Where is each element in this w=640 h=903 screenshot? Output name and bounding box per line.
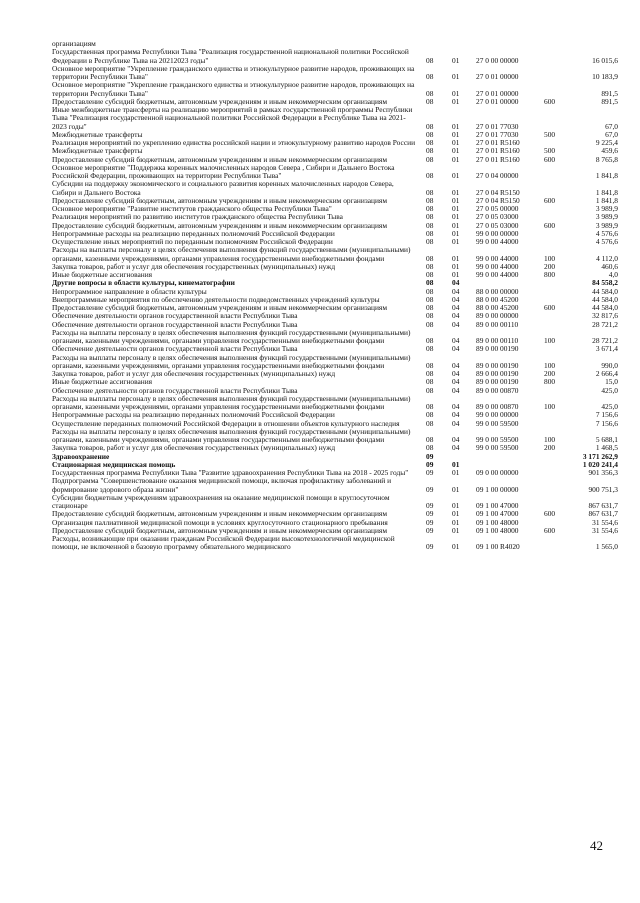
row-section-code: 08: [426, 278, 434, 288]
row-section-code: 08: [426, 253, 434, 263]
row-subsection-code: 01: [452, 138, 460, 147]
row-expense-type: 200: [544, 261, 556, 271]
row-name: Межбюджетные трансферты: [52, 129, 143, 139]
row-section-code: 08: [426, 204, 434, 213]
row-amount: 44 584,0: [592, 294, 618, 304]
row-section-code: 08: [426, 377, 434, 387]
row-expense-type: [544, 230, 574, 238]
row-expense-type: 200: [544, 369, 556, 378]
row-target-article: 27 0 01 00000: [476, 96, 519, 106]
row-target-article: 99 0 00 00000: [476, 228, 519, 238]
row-target-article: 89 0 00 00190: [476, 344, 519, 354]
row-section-code: 08: [426, 410, 434, 420]
table-row: [52, 246, 618, 263]
table-row: [52, 395, 618, 412]
row-section-code: 08: [426, 72, 434, 81]
row-target-article: 99 0 00 44000: [476, 270, 519, 279]
row-name: Основное мероприятие "Поддержка коренных малочисленных народов Севера , Сибири и Дальнего Востока Российской Федерации, проживающих на территории Республики Тыва": [52, 162, 395, 180]
row-subsection-code: 04: [452, 410, 460, 420]
row-section-code: 08: [426, 88, 434, 98]
row-subsection-code: 01: [452, 270, 460, 279]
row-expense-type: [544, 411, 574, 419]
row-subsection-code: 01: [452, 204, 460, 213]
row-name: Реализация мероприятий по развитию институтов гражданского общества Республики Тыва: [52, 212, 343, 222]
row-expense-type: [544, 461, 574, 469]
row-target-article: 27 0 01 77030: [476, 129, 519, 139]
row-subsection-code: 01: [452, 129, 460, 139]
row-subsection-code: 01: [452, 501, 460, 510]
row-amount: 44 584,0: [592, 286, 618, 296]
row-name: Субсидии бюджетным учреждениям здравоохранения на оказание медицинской помощи в круглосуточном стационаре: [52, 492, 390, 510]
row-section-code: 08: [426, 195, 434, 205]
row-subsection-code: 01: [452, 212, 460, 222]
row-section-code: 08: [426, 129, 434, 139]
row-section-code: [426, 40, 452, 48]
row-target-article: 27 0 01 00000: [476, 88, 519, 98]
row-target-article: 27 0 01 77030: [476, 121, 519, 131]
row-subsection-code: 01: [452, 88, 460, 98]
row-name: Предоставление субсидий бюджетным, автономным учреждениям и иным некоммерческим организациям: [52, 525, 388, 535]
row-section-code: 08: [426, 336, 434, 345]
row-section-code: 08: [426, 443, 434, 453]
row-expense-type: 800: [544, 377, 556, 387]
row-subsection-code: 04: [452, 278, 460, 288]
row-expense-type: [544, 180, 574, 197]
row-expense-type: [544, 387, 574, 395]
row-target-article: 89 0 00 00000: [476, 311, 519, 321]
row-name: Предоставление субсидий бюджетным, автономным учреждениям и иным некоммерческим организациям: [52, 509, 388, 519]
row-section-code: 08: [426, 344, 434, 354]
row-section-code: 08: [426, 220, 434, 230]
row-amount: 4 576,6: [595, 228, 618, 238]
row-target-article: 89 0 00 00190: [476, 377, 519, 387]
row-name: Обеспечение деятельности органов государственной власти Республики Тыва: [52, 319, 298, 329]
row-subsection-code: 04: [452, 336, 460, 345]
row-amount: 84 558,2: [592, 278, 618, 288]
row-name: Предоставление субсидий бюджетным, автономным учреждениям и иным некоммерческим организациям: [52, 303, 388, 312]
row-subsection-code: 01: [452, 146, 460, 156]
row-name: Непрограммные расходы на реализацию переданных полномочий Российской Федерации: [52, 228, 335, 238]
row-section-code: 08: [426, 146, 434, 156]
row-target-article: 09 0 00 00000: [476, 468, 519, 477]
row-amount: 8 765,8: [595, 154, 618, 164]
row-section-code: 09: [426, 451, 434, 461]
table-row: [52, 65, 618, 82]
row-name: Закупка товаров, работ и услуг для обеспечения государственных (муниципальных) нужд: [52, 369, 336, 378]
row-section-code: 08: [426, 418, 434, 428]
row-section-code: 09: [426, 501, 434, 510]
row-name: Закупка товаров, работ и услуг для обеспечения государственных (муниципальных) нужд: [52, 443, 336, 453]
row-subsection-code: 01: [452, 237, 460, 246]
row-expense-type: 600: [544, 509, 556, 519]
row-section-code: 09: [426, 509, 434, 519]
row-amount: 4 112,0: [596, 253, 618, 263]
row-expense-type: 800: [544, 270, 556, 279]
row-expense-type: [544, 279, 574, 287]
row-expense-type: 500: [544, 146, 556, 156]
row-name: Основное мероприятие "Укрепление гражданского единства и этнокультурное развитие народов, проживающих на территории Республики Тыва": [52, 63, 415, 81]
row-subsection-code: 01: [452, 509, 460, 519]
table-row: [52, 48, 618, 65]
row-subsection-code: 01: [452, 253, 460, 263]
row-section-code: 08: [426, 261, 434, 271]
table-row: [52, 106, 618, 131]
row-subsection-code: 01: [452, 228, 460, 238]
row-target-article: 99 0 00 44000: [476, 253, 519, 263]
row-section-code: 08: [426, 369, 434, 378]
row-amount: 425,0: [601, 402, 618, 411]
row-section-code: 08: [426, 435, 434, 444]
row-subsection-code: 04: [452, 344, 460, 354]
row-expense-type: [544, 81, 574, 98]
table-row: [52, 428, 618, 445]
row-subsection-code: 04: [452, 385, 460, 395]
row-section-code: 08: [426, 311, 434, 321]
row-amount: 1 841,8: [595, 171, 618, 180]
row-expense-type: 100: [544, 435, 556, 444]
row-name: Непрограммное направление в области культуры: [52, 286, 207, 296]
row-section-code: 08: [426, 121, 434, 131]
row-amount: 32 817,6: [592, 311, 618, 321]
row-target-article: 27 0 04 R5150: [476, 195, 520, 205]
row-target-article: 09 1 00 00000: [476, 484, 519, 494]
row-amount: 7 156,6: [595, 410, 618, 420]
row-target-article: [476, 40, 544, 48]
row-name: Предоставление субсидий бюджетным, автономным учреждениям и иным некоммерческим организациям: [52, 220, 388, 230]
row-expense-type: [544, 345, 574, 353]
row-target-article: 27 0 05 00000: [476, 204, 519, 213]
row-target-article: 09 1 00 R4020: [476, 542, 520, 552]
row-name: Осуществление иных мероприятий по переданным полномочиям Российской Федерации: [52, 237, 333, 246]
row-amount: 44 584,0: [592, 303, 618, 312]
row-target-article: 99 0 00 00000: [476, 410, 519, 420]
row-subsection-code: 01: [452, 187, 460, 197]
row-section-code: 08: [426, 154, 434, 164]
row-expense-type: [544, 238, 574, 246]
row-expense-type: 600: [544, 195, 556, 205]
row-amount: 10 183,9: [592, 72, 618, 81]
row-subsection-code: 01: [452, 72, 460, 81]
row-expense-type: [544, 48, 574, 65]
row-target-article: 88 0 00 00000: [476, 286, 519, 296]
row-subsection-code: 01: [452, 171, 460, 180]
row-target-article: 09 1 00 48000: [476, 517, 519, 527]
row-target-article: 27 0 01 R5160: [476, 138, 520, 147]
row-amount: 460,6: [601, 261, 618, 271]
row-amount: 28 721,2: [592, 336, 618, 345]
row-subsection-code: 04: [452, 443, 460, 453]
row-expense-type: [544, 494, 574, 511]
row-subsection-code: 04: [452, 286, 460, 296]
row-name: Государственная программа Республики Тыва "Реализация государственной национальной политики Российской Федерации в Республике Тыва на 20212023 годы": [52, 47, 409, 65]
row-name: Расходы на выплаты персоналу в целях обеспечения выполнения функций государственными (муниципальными) органами, казенными учреждениями, органами управления государственными внебюджетными фондами: [52, 327, 411, 345]
row-subsection-code: 01: [452, 96, 460, 106]
row-amount: 7 156,6: [595, 418, 618, 428]
table-row: [52, 494, 618, 511]
row-subsection-code: 01: [452, 459, 460, 469]
row-target-article: 27 0 00 00000: [476, 55, 519, 65]
row-target-article: 88 0 00 45200: [476, 303, 519, 312]
row-expense-type: [544, 321, 574, 329]
table-row: [52, 354, 618, 371]
row-expense-type: [544, 65, 574, 82]
row-expense-type: [544, 535, 574, 552]
row-subsection-code: 04: [452, 360, 460, 370]
row-target-article: [476, 453, 544, 461]
row-name: Расходы на выплаты персоналу в целях обеспечения выполнения функций государственными (муниципальными) органами, казенными учреждениями, органами управления государственными внебюджетными фондами: [52, 393, 411, 411]
row-subsection-code: 01: [452, 220, 460, 230]
row-amount: 31 554,6: [592, 517, 618, 527]
row-expense-type: [544, 40, 574, 48]
budget-table: [52, 40, 618, 552]
row-subsection-code: 01: [452, 261, 460, 271]
row-subsection-code: 04: [452, 303, 460, 312]
row-subsection-code: 04: [452, 369, 460, 378]
row-name: Расходы на выплаты персоналу в целях обеспечения выполнения функций государственными (муниципальными) органами, казенными учреждениями, органами управления государственными внебюджетными фондами: [52, 426, 411, 444]
row-amount: 3 671,4: [595, 344, 618, 354]
row-name: Реализация мероприятий по укреплению единства российской нации и этнокультурному развитию народов России: [52, 138, 416, 147]
row-name: Другие вопросы в области культуры, кинематографии: [52, 278, 235, 288]
row-amount: 3 171 262,9: [582, 451, 618, 461]
row-target-article: 99 0 00 44000: [476, 237, 519, 246]
row-name: Расходы на выплаты персоналу в целях обеспечения выполнения функций государственными (муниципальными) органами, казенными учреждениями, органами управления государственными внебюджетными фондами: [52, 245, 411, 263]
row-expense-type: 100: [544, 402, 556, 411]
row-expense-type: 600: [544, 303, 556, 312]
row-expense-type: 600: [544, 525, 556, 535]
row-name: Организация паллиативной медицинской помощи в условиях круглосуточного стационарного пребывания: [52, 517, 388, 527]
row-name: Основное мероприятие "Развитие институтов гражданского общества Республики Тыва": [52, 204, 332, 213]
row-expense-type: [544, 469, 574, 477]
row-section-code: 08: [426, 294, 434, 304]
row-target-article: 89 0 00 00870: [476, 385, 519, 395]
table-row: [52, 164, 618, 181]
row-expense-type: [544, 205, 574, 213]
row-expense-type: [544, 420, 574, 428]
row-section-code: 08: [426, 138, 434, 147]
row-amount: 1 468,5: [595, 443, 618, 453]
row-subsection-code: 01: [452, 525, 460, 535]
row-target-article: 09 1 00 47000: [476, 509, 519, 519]
row-section-code: 08: [426, 270, 434, 279]
row-amount: 891,5: [601, 88, 618, 98]
row-name: Подпрограмма "Совершенствование оказания медицинской помощи, включая профилактику заболеваний и формирование здорового образа жизни": [52, 476, 392, 494]
row-name: Внепрограммные мероприятия по обеспечению деятельности подведомственных учреждений культуры: [52, 294, 380, 304]
row-section-code: 08: [426, 212, 434, 222]
row-amount: 4 576,6: [595, 237, 618, 246]
row-section-code: 08: [426, 55, 434, 65]
row-name: Межбюджетные трансферты: [52, 146, 143, 156]
row-section-code: 08: [426, 96, 434, 106]
row-name: Расходы на выплаты персоналу в целях обеспечения выполнения функций государственными (муниципальными) органами, казенными учреждениями, органами управления государственными внебюджетными фондами: [52, 352, 411, 370]
row-amount: 4,0: [608, 270, 618, 279]
row-target-article: 27 0 01 R5160: [476, 154, 520, 164]
row-section-code: 09: [426, 459, 434, 469]
row-target-article: 89 0 00 00190: [476, 360, 519, 370]
row-subsection-code: 01: [452, 195, 460, 205]
row-target-article: 89 0 00 00110: [476, 319, 519, 329]
row-name: Основное мероприятие "Укрепление гражданского единства и этнокультурное развитие народов, проживающих на территории Республики Тыва": [52, 80, 415, 98]
row-target-article: 89 0 00 00190: [476, 369, 519, 378]
row-section-code: 09: [426, 525, 434, 535]
row-section-code: 08: [426, 228, 434, 238]
row-section-code: 08: [426, 385, 434, 395]
row-subsection-code: 01: [452, 517, 460, 527]
row-amount: 867 631,7: [588, 509, 618, 519]
row-amount: 16 015,6: [592, 55, 618, 65]
row-section-code: 08: [426, 360, 434, 370]
row-target-article: 27 0 01 R5160: [476, 146, 520, 156]
row-section-code: 08: [426, 171, 434, 180]
row-subsection-code: 04: [452, 319, 460, 329]
row-name: Расходы, возникающие при оказании гражданам Российской Федерации высокотехнологичной медицинской помощи, не включенной в базовую программу обязательного медицинского: [52, 534, 395, 552]
row-amount: 67,0: [605, 129, 618, 139]
row-name: Предоставление субсидий бюджетным, автономным учреждениям и иным некоммерческим организациям: [52, 96, 388, 106]
row-subsection-code: 04: [452, 294, 460, 304]
row-amount: 990,0: [601, 360, 618, 370]
row-subsection-code: 01: [452, 55, 460, 65]
row-name: Иные межбюджетные трансферты на реализацию мероприятий в рамках государственной программы Республики Тыва "Реализация государственной национальной политики Российской Федерации в Республике Тыва на 2021-2023 годы": [52, 105, 413, 131]
row-amount: 891,5: [601, 96, 618, 106]
row-expense-type: [544, 106, 574, 131]
row-expense-type: 200: [544, 443, 556, 453]
table-row: [52, 81, 618, 98]
row-amount: 9 225,4: [595, 138, 618, 147]
row-subsection-code: [452, 40, 476, 48]
row-target-article: 99 0 00 44000: [476, 261, 519, 271]
row-target-article: 89 0 00 00870: [476, 402, 519, 411]
row-subsection-code: 04: [452, 402, 460, 411]
row-name: Обеспечение деятельности органов государственной власти Республики Тыва: [52, 311, 298, 321]
row-amount: 3 989,9: [595, 220, 618, 230]
row-expense-type: 100: [544, 336, 556, 345]
row-section-code: 08: [426, 187, 434, 197]
row-amount: 3 989,9: [595, 204, 618, 213]
table-row: [52, 180, 618, 197]
row-target-article: 89 0 00 00110: [476, 336, 519, 345]
row-amount: 867 631,7: [588, 501, 618, 510]
row-target-article: 88 0 00 45200: [476, 294, 519, 304]
row-amount: 31 554,6: [592, 525, 618, 535]
row-name: Непрограммные расходы на реализацию переданных полномочий Российской Федерации: [52, 410, 335, 420]
row-name: Иные бюджетные ассигнования: [52, 377, 153, 387]
row-name: Государственная программа Республики Тыва "Развитие здравоохранения Республики Тыва на 2018 - 2025 годы": [52, 468, 409, 477]
row-subsection-code: 04: [452, 418, 460, 428]
row-amount: 15,0: [605, 377, 618, 387]
row-target-article: 27 0 04 R5150: [476, 187, 520, 197]
row-section-code: 09: [426, 517, 434, 527]
row-subsection-code: 01: [452, 154, 460, 164]
row-target-article: 27 0 05 03000: [476, 212, 519, 222]
row-section-code: 09: [426, 484, 434, 494]
row-expense-type: 500: [544, 129, 556, 139]
row-name: Осуществление переданных полномочий Российской Федерации в отношении объектов культурного наследия: [52, 418, 400, 428]
row-section-code: 08: [426, 237, 434, 246]
row-amount: 28 721,2: [592, 319, 618, 329]
table-row: [52, 444, 618, 452]
row-target-article: 99 0 00 59500: [476, 418, 519, 428]
row-name: организациям: [52, 39, 96, 48]
row-amount: 5 688,1: [595, 435, 618, 444]
row-amount: 1 841,8: [595, 187, 618, 197]
row-expense-type: [544, 164, 574, 181]
row-expense-type: [544, 312, 574, 320]
row-name: Иные бюджетные ассигнования: [52, 270, 153, 279]
row-expense-type: 100: [544, 360, 556, 370]
row-amount: 2 666,4: [595, 369, 618, 378]
row-section-code: 08: [426, 402, 434, 411]
row-subsection-code: 04: [452, 311, 460, 321]
row-name: Обеспечение деятельности органов государственной власти Республики Тыва: [52, 344, 298, 354]
row-amount: 425,0: [601, 385, 618, 395]
table-row: [52, 329, 618, 346]
row-name: Стационарная медицинская помощь: [52, 459, 176, 469]
row-expense-type: [544, 453, 574, 461]
row-section-code: 08: [426, 303, 434, 312]
row-target-article: 09 1 00 48000: [476, 525, 519, 535]
row-expense-type: 600: [544, 220, 556, 230]
table-row: [52, 535, 618, 552]
row-amount: 3 989,9: [595, 212, 618, 222]
row-amount: 1 841,8: [595, 195, 618, 205]
row-target-article: 09 1 00 47000: [476, 501, 519, 510]
row-subsection-code: 04: [452, 377, 460, 387]
row-name: Здравоохранение: [52, 451, 110, 461]
row-expense-type: 600: [544, 154, 556, 164]
row-name: Субсидии на поддержку экономического и социального развития коренных малочисленных народов Севера, Сибири и Дальнего Востока: [52, 179, 394, 197]
row-section-code: 09: [426, 468, 434, 477]
row-section-code: 08: [426, 286, 434, 296]
table-row: [52, 477, 618, 494]
row-amount: 67,0: [605, 121, 618, 131]
row-name: Обеспечение деятельности органов государственной власти Республики Тыва: [52, 385, 298, 395]
row-subsection-code: 01: [452, 121, 460, 131]
row-expense-type: [544, 477, 574, 494]
row-name: Предоставление субсидий бюджетным, автономным учреждениям и иным некоммерческим организациям: [52, 154, 388, 164]
row-amount: 1 565,0: [595, 542, 618, 552]
row-amount: 900 751,3: [588, 484, 618, 494]
row-section-code: 09: [426, 542, 434, 552]
row-subsection-code: 04: [452, 435, 460, 444]
row-name: Предоставление субсидий бюджетным, автономным учреждениям и иным некоммерческим организациям: [52, 195, 388, 205]
row-target-article: 99 0 00 59500: [476, 443, 519, 453]
row-target-article: 27 0 01 00000: [476, 72, 519, 81]
row-subsection-code: 01: [452, 484, 460, 494]
row-amount: [574, 40, 618, 48]
row-amount: 459,6: [601, 146, 618, 156]
row-subsection-code: 01: [452, 468, 460, 477]
row-target-article: 27 0 04 00000: [476, 171, 519, 180]
row-section-code: 08: [426, 319, 434, 329]
row-name: Закупка товаров, работ и услуг для обеспечения государственных (муниципальных) нужд: [52, 261, 336, 271]
row-subsection-code: 01: [452, 542, 460, 552]
row-amount: 901 356,3: [588, 468, 618, 477]
row-target-article: 99 0 00 59500: [476, 435, 519, 444]
page-number: 42: [590, 838, 603, 853]
row-expense-type: 100: [544, 253, 556, 263]
row-target-article: 27 0 05 03000: [476, 220, 519, 230]
row-expense-type: [544, 288, 574, 296]
row-amount: 1 020 241,4: [582, 459, 618, 469]
row-expense-type: 600: [544, 96, 556, 106]
